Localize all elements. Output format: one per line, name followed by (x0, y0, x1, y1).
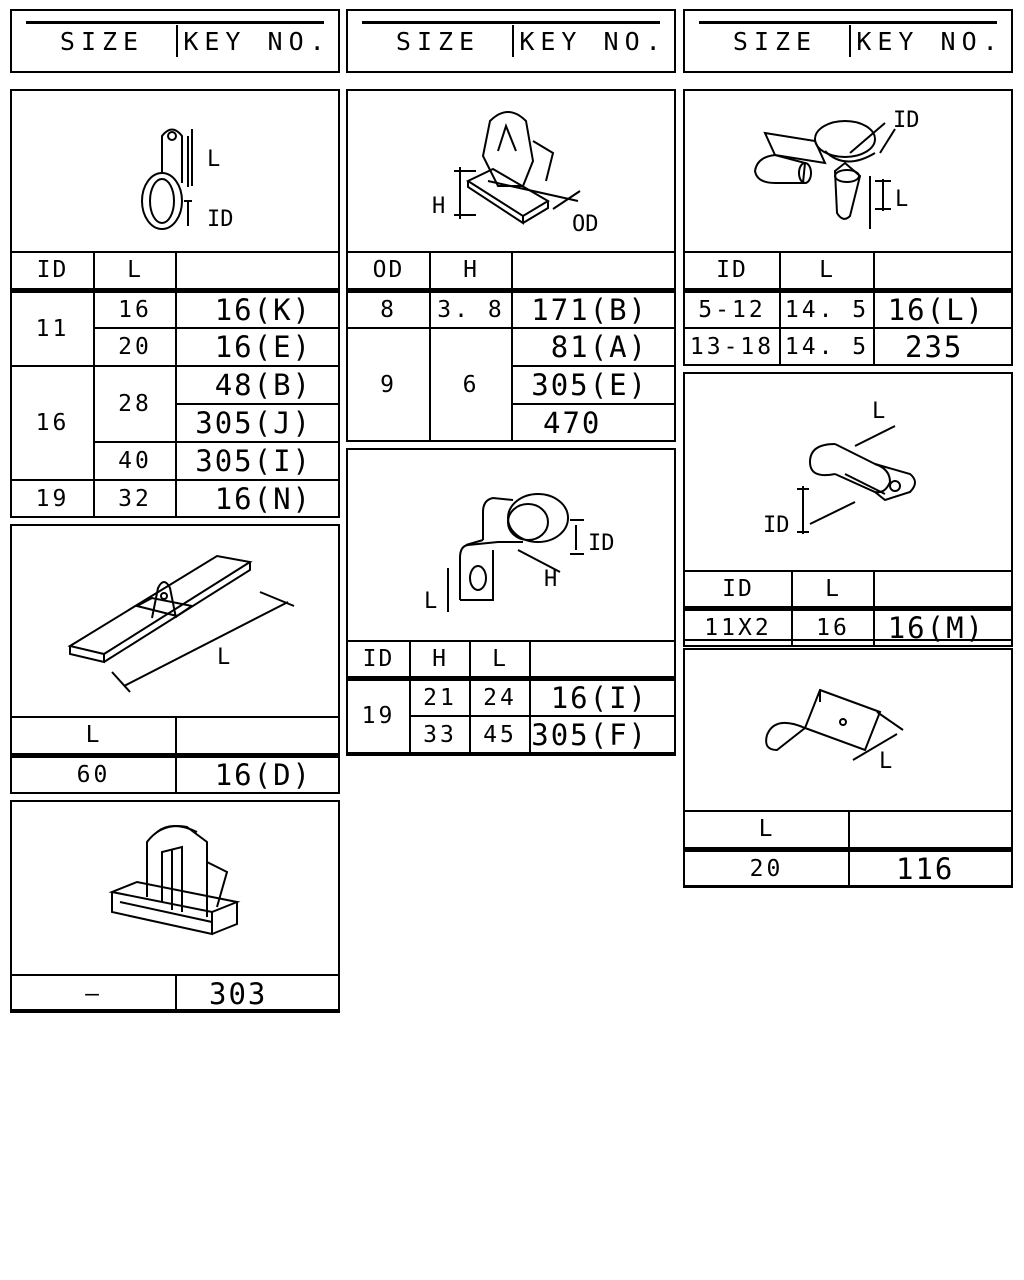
cell-h: 3. 8 (430, 290, 512, 328)
cell-size: — (11, 975, 176, 1012)
panel-clip-id-l (10, 89, 340, 518)
key-no-label: KEY NO. (519, 27, 667, 56)
size-label: SIZE (59, 27, 145, 56)
cell-l: 24 (470, 678, 530, 716)
cell-od: 9 (347, 328, 430, 441)
col-od: OD (347, 252, 430, 290)
cell-key: 48(B) (176, 366, 339, 404)
tab-clip-table (683, 810, 1013, 888)
table-header-row (347, 641, 675, 678)
cell-od: 8 (347, 290, 430, 328)
panel-clamp-303 (10, 800, 340, 1011)
col-l: L (780, 252, 874, 290)
size-label: SIZE (395, 27, 481, 56)
cell-key: 305(I) (176, 442, 339, 480)
cell-key: 235 (874, 328, 1012, 365)
col-key (874, 252, 1012, 290)
tab-clip-drawing (685, 650, 1011, 810)
table-row (347, 678, 675, 716)
cell-key: 305(J) (176, 404, 339, 442)
table-row (684, 328, 1012, 365)
table-header-row (684, 811, 1012, 849)
col-key (849, 811, 1012, 849)
col-id: ID (684, 252, 780, 290)
clip-id-l-table (10, 251, 340, 518)
col-id: ID (684, 571, 792, 608)
key-no-label: KEY NO. (856, 27, 1004, 56)
cell-l: 16 (94, 290, 176, 328)
dim-id-label: ID (893, 108, 920, 133)
dim-id-label: ID (207, 207, 234, 232)
table-header-row (684, 252, 1012, 290)
cell-l: 40 (94, 442, 176, 480)
cell-id: 11X2 (684, 608, 792, 646)
clip-id-h-l-drawing (348, 450, 674, 640)
table-row (684, 290, 1012, 328)
cell-key: 16(N) (176, 480, 339, 517)
dim-l-label: L (424, 589, 438, 614)
dim-h-label: H (544, 567, 558, 592)
col-l: L (684, 811, 849, 849)
cell-h: 33 (410, 716, 470, 753)
header-col1 (10, 9, 340, 73)
loop-clip-drawing (685, 374, 1011, 570)
cell-key: 81(A) (512, 328, 675, 366)
loop-clip-table (683, 570, 1013, 647)
table-header-row (11, 252, 339, 290)
table-row (11, 480, 339, 517)
cell-key: 16(E) (176, 328, 339, 366)
panel-loop-clip (683, 372, 1013, 645)
clip-id-h-l-table (346, 640, 676, 754)
cell-l: 32 (94, 480, 176, 517)
clip-od-h-drawing (348, 91, 674, 251)
strap-drawing (12, 526, 338, 716)
cell-l: 14. 5 (780, 290, 874, 328)
cell-h: 21 (410, 678, 470, 716)
col-l: L (94, 252, 176, 290)
col-l: L (792, 571, 874, 608)
cell-h: 6 (430, 328, 512, 441)
size-label: SIZE (732, 27, 818, 56)
table-row (347, 328, 675, 366)
table-header-row (11, 717, 339, 755)
cell-key: 116 (849, 849, 1012, 887)
col-key (874, 571, 1012, 608)
cell-id: 16 (11, 366, 94, 480)
cell-id: 11 (11, 290, 94, 366)
cell-key: 303 (176, 975, 339, 1012)
col-id: ID (347, 641, 410, 678)
table-header-row (684, 571, 1012, 608)
col-key (176, 717, 339, 755)
table-row (11, 755, 339, 793)
col-key (512, 252, 675, 290)
clip-od-h-table (346, 251, 676, 442)
cell-key: 16(I) (530, 678, 675, 716)
header-col3 (683, 9, 1013, 73)
cell-key: 305(E) (512, 366, 675, 404)
dim-l-label: L (872, 399, 886, 424)
dim-h-label: H (432, 194, 446, 219)
twin-clip-drawing (685, 91, 1011, 251)
dim-l-label: L (207, 147, 221, 172)
cell-l: 20 (94, 328, 176, 366)
dim-l-label: L (217, 645, 231, 670)
header-col2 (346, 9, 676, 73)
cell-l: 16 (792, 608, 874, 646)
twin-clip-table (683, 251, 1013, 366)
dim-l-label: L (879, 749, 893, 774)
table-header-row (347, 252, 675, 290)
cell-key: 16(D) (176, 755, 339, 793)
panel-twin-clip (683, 89, 1013, 366)
cell-key: 470 (512, 404, 675, 441)
table-row (684, 849, 1012, 887)
clamp-drawing (12, 802, 338, 974)
dim-od-label: OD (572, 212, 599, 237)
col-key (176, 252, 339, 290)
cell-id: 19 (347, 678, 410, 753)
col-id: ID (11, 252, 94, 290)
cell-id: 13-18 (684, 328, 780, 365)
cell-l: 45 (470, 716, 530, 753)
cell-key: 16(K) (176, 290, 339, 328)
table-row (11, 366, 339, 404)
col-l: L (11, 717, 176, 755)
cell-id: 19 (11, 480, 94, 517)
panel-clip-od-h (346, 89, 676, 442)
cell-id: 5-12 (684, 290, 780, 328)
dim-l-label: L (895, 187, 909, 212)
table-row (347, 290, 675, 328)
cell-key: 171(B) (512, 290, 675, 328)
cell-key: 305(F) (530, 716, 675, 753)
col-h: H (430, 252, 512, 290)
panel-strap-l (10, 524, 340, 794)
clip-id-l-drawing (12, 91, 338, 251)
table-row (11, 290, 339, 328)
cell-key: 16(M) (874, 608, 1012, 646)
col-h: H (410, 641, 470, 678)
key-no-label: KEY NO. (183, 27, 331, 56)
dim-id-label: ID (588, 531, 615, 556)
cell-key: 16(L) (874, 290, 1012, 328)
panel-clip-id-h-l (346, 448, 676, 756)
table-row (11, 975, 339, 1012)
strap-table (10, 716, 340, 794)
table-row (684, 608, 1012, 646)
panel-tab-clip (683, 648, 1013, 887)
dim-id-label: ID (763, 513, 790, 538)
col-key (530, 641, 675, 678)
clamp-table (10, 974, 340, 1013)
cell-l: 14. 5 (780, 328, 874, 365)
cell-l: 60 (11, 755, 176, 793)
col-l: L (470, 641, 530, 678)
cell-l: 20 (684, 849, 849, 887)
cell-l: 28 (94, 366, 176, 442)
